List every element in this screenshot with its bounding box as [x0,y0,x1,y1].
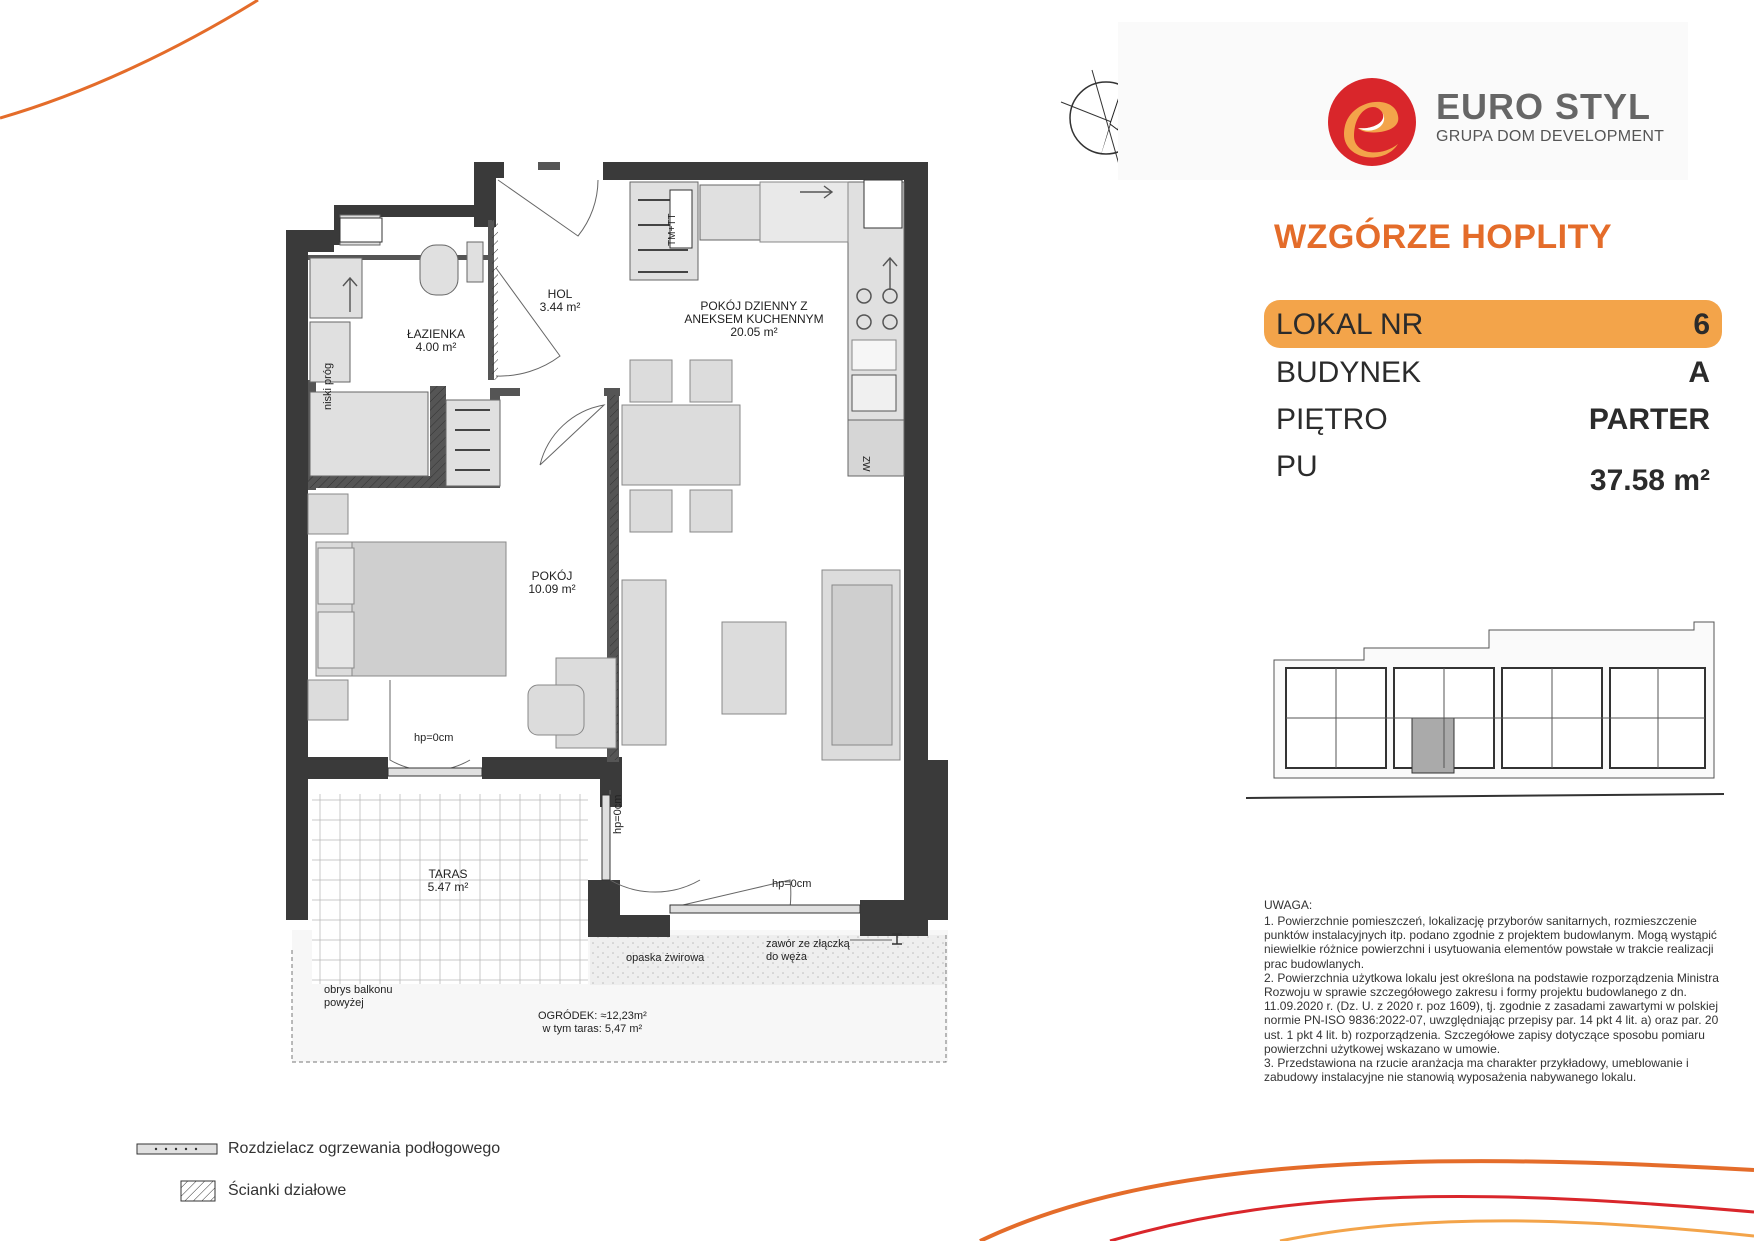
legend-label: Ścianki działowe [228,1182,347,1199]
legend-label: Rozdzielacz ogrzewania podłogowego [228,1140,501,1157]
info-row-pietro [1264,395,1722,443]
info-key: PU [1276,450,1318,483]
note-item: 2. Powierzchnia użytkowa lokalu jest określona na podstawie rozporządzenia Ministra Rozwoju w sprawie szczegółowego zakresu i formy projektu budowlanego z dn. 11.09.2020 r. (Dz. U. z 2020 r. poz 1609), tj. zgodnie z zasadami zawartymi w polskiej normie PN-ISO 9836:2022-07, uwzględniając przepisy par. 14 pkt 4 lit. a) oraz par. 20 ust. 1 pkt 4 lit. b) rozporządzenia. Szczegółowe zapisy dotyczące sposobu pomiaru powierzchni użytkowej wskazano w umowie. [1264,970,1719,1056]
threshold-label: hp=0cm [772,878,812,890]
room-area: 3.44 m² [539,300,581,314]
highlighted-unit [1412,718,1454,773]
floor-heating-manifold-icon [136,1142,218,1156]
info-value: 37.58 m² [1589,464,1710,497]
garden-label: OGRÓDEK: ≈12,23m² w tym taras: 5,47 m² [538,1010,647,1035]
threshold-label: hp=0cm [612,794,624,834]
gravel-label: opaska żwirowa [626,952,705,964]
valve-label: zawór ze złączką do węża [766,938,850,963]
info-value: A [1688,356,1710,389]
note-item: 3. Przedstawiona na rzucie aranżacja ma charakter przykładowy, umeblowanie i zabudowy instalacyjne nie stanowią wyposażenia nabywanego lokalu. [1264,1056,1689,1085]
room-name: POKÓJ DZIENNY Z [700,299,808,313]
kitchen-upper [760,182,848,242]
room-name: TARAS [428,867,468,881]
room-pokoj [512,570,592,596]
balcony-outline-label: obrys balkonu powyżej [324,984,393,1009]
room-area: 10.09 m² [528,582,576,596]
fridge [700,185,760,240]
info-row-pu [1264,442,1722,497]
project-title: WZGÓRZE HOPLITY [1274,218,1613,256]
partition-hatch-3 [492,220,498,380]
partition-hatch-1 [308,476,438,488]
info-key: PIĘTRO [1276,403,1388,436]
heating-label: TM+TT [667,213,678,246]
info-value: 6 [1693,308,1710,341]
zw-box [848,420,904,476]
building-key-plan [1244,608,1754,808]
euro-styl-logo-icon [1324,74,1420,170]
hall-wardrobe [446,400,500,486]
low-threshold-label: niski próg [322,362,334,410]
room-name: POKÓJ [531,569,573,583]
info-key: LOKAL NR [1276,308,1424,341]
room-name: ŁAZIENKA [406,327,466,341]
entry-door-marker [538,162,560,170]
room-area: 4.00 m² [415,340,457,354]
room-area: 20.05 m² [730,325,778,339]
threshold-label: hp=0cm [414,732,454,744]
info-row-budynek [1264,348,1722,396]
room-pokoj-dzienny [664,300,844,339]
room-taras [408,868,488,894]
notes-body [1264,914,1724,1084]
info-key: BUDYNEK [1276,356,1422,389]
partition-wall-hatch-icon [180,1180,216,1202]
room-hol [520,288,600,314]
room-area: 5.47 m² [427,880,469,894]
room-lazienka [396,328,476,354]
notes-title: UWAGA: [1264,898,1313,912]
sink [852,375,896,411]
info-row-lokal [1264,300,1722,348]
room-name: ANEKSEM KUCHENNYM [684,312,824,326]
brand-name: EURO STYL [1436,86,1652,127]
note-item: 1. Powierzchnie pomieszczeń, lokalizację przyborów sanitarnych, rozmieszczenie punktów instalacyjnych itp. podano zgodnie z projektem budowlanym. Mogą wystąpić niewielkie różnice powierzchni i usytuowania elementów powstałe w trakcie realizacji prac budowlanych. [1264,914,1717,971]
room-name: HOL [547,287,573,301]
zw-label: ZW [860,456,871,472]
partition-hatch-2 [430,386,446,486]
info-value: PARTER [1588,403,1710,436]
brand-subtitle: GRUPA DOM DEVELOPMENT [1436,128,1665,145]
